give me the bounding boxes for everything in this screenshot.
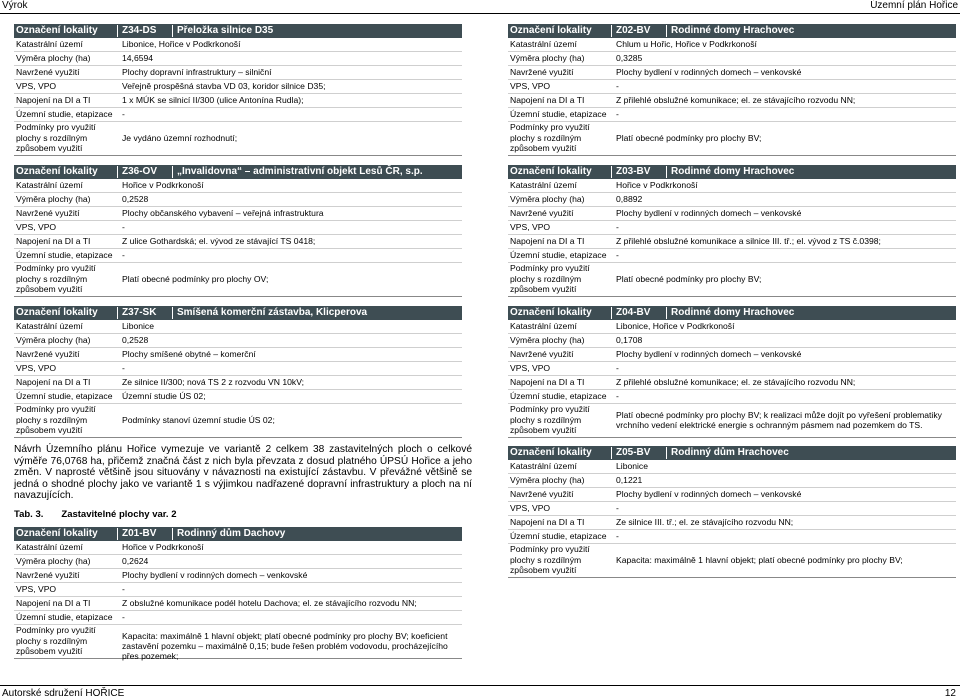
row-label: Napojení na DI a TI — [510, 95, 585, 105]
header-label: Označení lokality — [510, 25, 592, 36]
row-label: Katastrální území — [16, 180, 83, 190]
header-label: Označení lokality — [510, 447, 592, 458]
header-left: Výrok — [2, 0, 28, 11]
row-label: Napojení na DI a TI — [510, 236, 585, 246]
row-value: - — [122, 250, 125, 260]
block-title: Rodinný dům Dachovy — [177, 528, 286, 539]
block-header — [14, 306, 462, 320]
block-code: Z01-BV — [122, 528, 157, 539]
row-label: Územní studie, etapizace — [510, 250, 607, 260]
block-title: Rodinné domy Hrachovec — [671, 25, 795, 36]
block-code: Z36-OV — [122, 166, 158, 177]
page-number: 12 — [944, 688, 956, 699]
row-label: Územní studie, etapizace — [16, 612, 113, 622]
row-label: VPS, VPO — [16, 222, 57, 232]
row-label: Napojení na DI a TI — [510, 377, 585, 387]
row-label: Výměra plochy (ha) — [510, 53, 585, 63]
row-value: 14,6594 — [122, 53, 154, 63]
row-label: Napojení na DI a TI — [16, 236, 91, 246]
row-label: VPS, VPO — [510, 81, 551, 91]
header-right: Územní plán Hořice — [870, 0, 958, 11]
row-label: Katastrální území — [16, 321, 83, 331]
row-value: Platí obecné podmínky pro plochy BV; k realizaci může dojít po vyřešení problematiky vrchního vedení elektrické energie s ochranným pásmem nad pozemkem do TS. — [616, 410, 942, 430]
row-label: Navržené využití — [16, 67, 80, 77]
block-z03-bv — [508, 165, 956, 297]
block-z01-bv — [14, 527, 462, 659]
row-value: - — [616, 391, 619, 401]
row-value: Hořice v Podkrkonoší — [122, 542, 204, 552]
row-label: Územní studie, etapizace — [510, 391, 607, 401]
row-label: Katastrální území — [510, 321, 577, 331]
row-label: Napojení na DI a TI — [16, 598, 91, 608]
page-header — [0, 0, 960, 14]
table-caption — [14, 509, 195, 520]
header-label: Označení lokality — [16, 25, 98, 36]
row-label: Podmínky pro využití plochy s rozdílným způsobem využití — [510, 263, 590, 294]
row-value: Plochy bydlení v rodinných domech – venkovské — [122, 570, 308, 580]
row-value: - — [616, 109, 619, 119]
row-value: Veřejně prospěšná stavba VD 03, koridor silnice D35; — [122, 81, 326, 91]
row-value: Z přilehlé obslužné komunikace; el. ze stávajícího rozvodu NN; — [616, 377, 856, 387]
block-header — [14, 527, 462, 541]
row-label: Výměra plochy (ha) — [16, 335, 91, 345]
row-value: - — [122, 584, 125, 594]
row-value: - — [616, 222, 619, 232]
block-header — [14, 165, 462, 179]
row-value: Libonice, Hořice v Podkrkonoší — [122, 39, 241, 49]
row-label: Navržené využití — [16, 349, 80, 359]
row-label: Napojení na DI a TI — [16, 95, 91, 105]
row-label: Výměra plochy (ha) — [510, 475, 585, 485]
row-label: Navržené využití — [510, 489, 574, 499]
row-value: Kapacita: maximálně 1 hlavní objekt; platí obecné podmínky pro plochy BV; koeficient zastavění pozemku – maximálně 0,15; bude řešen problém vodovodu, procházejícího přes pozemek; — [122, 631, 448, 661]
row-label: VPS, VPO — [16, 363, 57, 373]
header-label: Označení lokality — [16, 166, 98, 177]
header-label: Označení lokality — [16, 307, 98, 318]
row-value: 0,8892 — [616, 194, 643, 204]
footer-left: Autorské sdružení HOŘICE — [2, 688, 125, 699]
block-code: Z02-BV — [616, 25, 651, 36]
row-label: Podmínky pro využití plochy s rozdílným způsobem využití — [16, 404, 96, 435]
row-label: Výměra plochy (ha) — [16, 194, 91, 204]
row-label: Katastrální území — [510, 461, 577, 471]
row-value: Ze silnice III. tř.; el. ze stávajícího rozvodu NN; — [616, 517, 794, 527]
row-value: - — [122, 222, 125, 232]
row-value: Libonice, Hořice v Podkrkonoší — [616, 321, 735, 331]
row-value: - — [122, 109, 125, 119]
block-z37-sk — [14, 306, 462, 438]
row-label: Výměra plochy (ha) — [510, 335, 585, 345]
row-label: VPS, VPO — [510, 222, 551, 232]
row-value: Plochy bydlení v rodinných domech – venkovské — [616, 349, 802, 359]
row-label: Územní studie, etapizace — [16, 109, 113, 119]
row-value: 0,1708 — [616, 335, 643, 345]
block-title: Rodinné domy Hrachovec — [671, 307, 795, 318]
row-value: Územní studie ÚS 02; — [122, 391, 206, 401]
row-label: Katastrální území — [16, 39, 83, 49]
table-caption-number: Tab. 3. — [14, 509, 44, 520]
block-z36-ov — [14, 165, 462, 297]
row-value: 0,3285 — [616, 53, 643, 63]
row-value: Plochy dopravní infrastruktury – silniční — [122, 67, 272, 77]
row-label: Navržené využití — [510, 349, 574, 359]
row-label: VPS, VPO — [510, 363, 551, 373]
block-code: Z05-BV — [616, 447, 651, 458]
block-header — [508, 165, 956, 179]
row-label: Navržené využití — [510, 208, 574, 218]
table-caption-text: Zastavitelné plochy var. 2 — [61, 509, 177, 520]
block-title: „Invalidovna“ – administrativní objekt Lesů ČR, s.p. — [177, 166, 423, 177]
row-label: Územní studie, etapizace — [16, 250, 113, 260]
row-label: Výměra plochy (ha) — [510, 194, 585, 204]
block-header — [14, 24, 462, 38]
block-header — [508, 24, 956, 38]
row-label: Napojení na DI a TI — [16, 377, 91, 387]
row-value: Plochy bydlení v rodinných domech – venkovské — [616, 67, 802, 77]
row-value: Platí obecné podmínky pro plochy OV; — [122, 274, 269, 284]
row-value: Libonice — [122, 321, 155, 331]
row-value: - — [616, 250, 619, 260]
row-label: Navržené využití — [16, 208, 80, 218]
row-label: Navržené využití — [16, 570, 80, 580]
row-value: - — [616, 363, 619, 373]
row-label: VPS, VPO — [510, 503, 551, 513]
header-label: Označení lokality — [510, 307, 592, 318]
block-title: Rodinné domy Hrachovec — [671, 166, 795, 177]
row-value: Libonice — [616, 461, 649, 471]
row-value: Z přilehlé obslužné komunikace a silnice III. tř.; el. vývod z TS č.0398; — [616, 236, 881, 246]
row-value: Hořice v Podkrkonoší — [122, 180, 204, 190]
row-label: Katastrální území — [510, 39, 577, 49]
row-label: Územní studie, etapizace — [16, 391, 113, 401]
row-value: Podmínky stanoví územní studie ÚS 02; — [122, 415, 275, 425]
block-code: Z37-SK — [122, 307, 157, 318]
header-label: Označení lokality — [16, 528, 98, 539]
block-code: Z03-BV — [616, 166, 651, 177]
row-value: Hořice v Podkrkonoší — [616, 180, 698, 190]
row-value: Je vydáno územní rozhodnutí; — [122, 133, 238, 143]
body-paragraph: Návrh Územního plánu Hořice vymezuje ve variantě 2 celkem 38 zastavitelných ploch o celkové výměře 76,0768 ha, přičemž značná část z nich byla převzata z dosud platného ÚPSÚ Hořice a jeho změn. V naprosté většině jsou situovány v návaznosti na existující zástavbu. V převážné většině se jedná o shodné plochy jako ve variantě 1 s výjimkou nadřazené dopravní infrastruktury a ploch na ní navazujících. — [14, 444, 472, 502]
row-label: VPS, VPO — [16, 81, 57, 91]
row-value: 1 x MÚK se silnicí II/300 (ulice Antonína Rudla); — [122, 95, 304, 105]
block-header — [508, 446, 956, 460]
row-label: VPS, VPO — [16, 584, 57, 594]
row-value: Z přilehlé obslužné komunikace; el. ze stávajícího rozvodu NN; — [616, 95, 856, 105]
block-code: Z04-BV — [616, 307, 651, 318]
row-value: Ze silnice II/300; nová TS 2 z rozvodu VN 10kV; — [122, 377, 304, 387]
row-value: Z ulice Gothardská; el. vývod ze stávající TS 0418; — [122, 236, 316, 246]
row-label: Podmínky pro využití plochy s rozdílným způsobem využití — [510, 404, 590, 435]
block-title: Smíšená komerční zástavba, Klicperova — [177, 307, 368, 318]
row-value: 0,2624 — [122, 556, 149, 566]
row-label: Podmínky pro využití plochy s rozdílným způsobem využití — [16, 122, 96, 153]
row-label: Navržené využití — [510, 67, 574, 77]
row-label: Územní studie, etapizace — [510, 531, 607, 541]
row-value: Platí obecné podmínky pro plochy BV; — [616, 133, 762, 143]
row-label: Územní studie, etapizace — [510, 109, 607, 119]
row-value: - — [616, 81, 619, 91]
row-label: Podmínky pro využití plochy s rozdílným způsobem využití — [510, 544, 590, 575]
block-z02-bv — [508, 24, 956, 156]
row-label: Napojení na DI a TI — [510, 517, 585, 527]
row-label: Výměra plochy (ha) — [16, 556, 91, 566]
header-label: Označení lokality — [510, 166, 592, 177]
block-z05-bv — [508, 446, 956, 578]
block-title: Přeložka silnice D35 — [177, 25, 274, 36]
row-label: Katastrální území — [510, 180, 577, 190]
row-value: - — [616, 531, 619, 541]
block-header — [508, 306, 956, 320]
row-value: Plochy bydlení v rodinných domech – venkovské — [616, 208, 802, 218]
row-value: 0,1221 — [616, 475, 643, 485]
row-label: Podmínky pro využití plochy s rozdílným způsobem využití — [16, 625, 96, 656]
block-title: Rodinný dům Hrachovec — [671, 447, 789, 458]
row-value: - — [122, 612, 125, 622]
row-label: Podmínky pro využití plochy s rozdílným způsobem využití — [510, 122, 590, 153]
block-code: Z34-DS — [122, 25, 157, 36]
row-value: Plochy občanského vybavení – veřejná infrastruktura — [122, 208, 324, 218]
row-value: 0,2528 — [122, 335, 149, 345]
block-z34-ds — [14, 24, 462, 156]
block-z04-bv — [508, 306, 956, 438]
row-value: - — [122, 363, 125, 373]
row-value: 0,2528 — [122, 194, 149, 204]
row-value: - — [616, 503, 619, 513]
row-value: Kapacita: maximálně 1 hlavní objekt; platí obecné podmínky pro plochy BV; — [616, 555, 903, 565]
row-label: Podmínky pro využití plochy s rozdílným způsobem využití — [16, 263, 96, 294]
row-value: Z obslužné komunikace podél hotelu Dachova; el. ze stávajícího rozvodu NN; — [122, 598, 417, 608]
row-value: Plochy smíšené obytné – komerční — [122, 349, 256, 359]
row-value: Plochy bydlení v rodinných domech – venkovské — [616, 489, 802, 499]
page-footer — [0, 685, 960, 700]
row-value: Chlum u Hořic, Hořice v Podkrkonoší — [616, 39, 757, 49]
row-label: Výměra plochy (ha) — [16, 53, 91, 63]
row-label: Katastrální území — [16, 542, 83, 552]
row-value: Platí obecné podmínky pro plochy BV; — [616, 274, 762, 284]
